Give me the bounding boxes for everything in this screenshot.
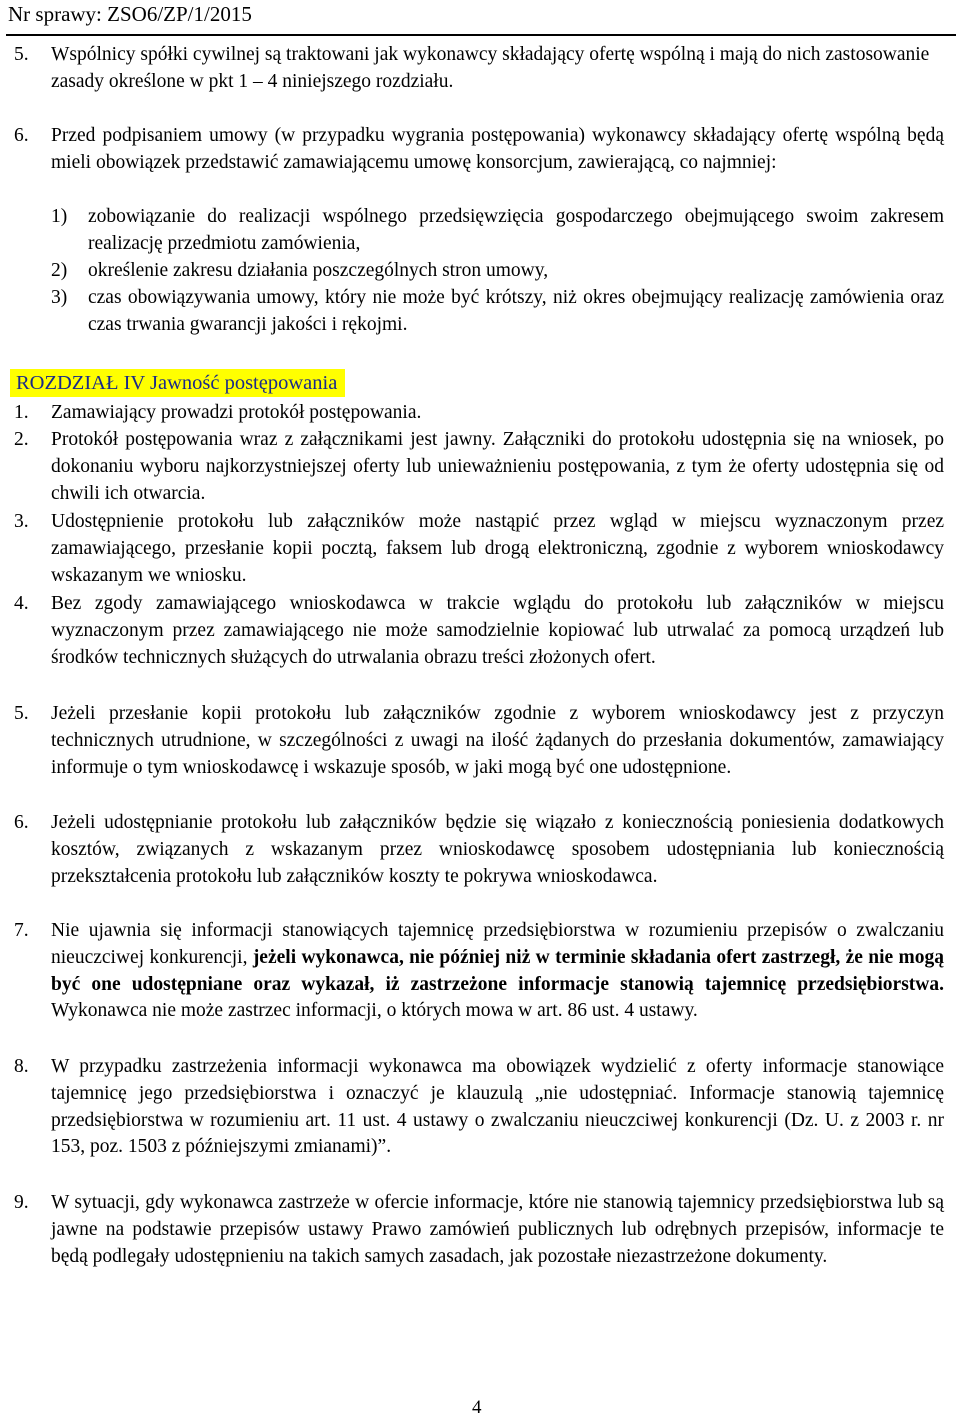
item-text: Jeżeli przesłanie kopii protokołu lub załączników zgodnie z wyborem wnioskodawcy jest z przyczyn technicznych utrudnione, w szczególności z uwagi na ilość żądanych do przesłania dokumentów, zamawiający informuje o tym wnioskodawcę i wskazuje sposób, w jaki mogą być one udostępnione. [51, 703, 944, 778]
item-number: 5. [14, 703, 29, 724]
item-text-bold: jeżeli wykonawca, nie później niż w terminie składania ofert zastrzegł, że nie mogą być one udostępniane oraz wykazał, iż zastrzeżone informacje stanowią tajemnicę przedsiębiorstwa. [51, 946, 944, 995]
subitem-2 [51, 258, 944, 285]
item-number: 7. [14, 920, 29, 941]
subitem-number: 1) [51, 206, 68, 227]
item-text: W przypadku zastrzeżenia informacji wykonawca ma obowiązek wydzielić z oferty informacje stanowiące tajemnicę jego przedsiębiorstwa i oznaczyć je klauzulą „nie udostępniać. Informacje stanowią tajemnicę przedsiębiorstwa w rozumieniu art. 11 ust. 4 ustawy o zwalczaniu nieuczciwej konkurencji (Dz. U. z 2003 r. nr 153, poz. 1503 z późniejszymi zmianami)”. [51, 1056, 944, 1158]
item-number: 8. [14, 1056, 29, 1077]
subitem-text: czas obowiązywania umowy, który nie może być krótszy, niż okres obejmujący realizację zamówienia oraz czas trwania gwarancji jakości i rękojmi. [88, 287, 944, 335]
item-text: Bez zgody zamawiającego wnioskodawca w trakcie wglądu do protokołu lub załączników w miejscu wyznaczonym przez zamawiającego nie może samodzielnie kopiować lub utrwalać za pomocą urządzeń lub środków technicznych służących do utrwalania obrazu treści złożonych ofert. [51, 593, 944, 668]
list-item-2 [14, 427, 944, 507]
item-text [51, 918, 944, 1025]
item-number: 5. [14, 44, 29, 65]
item-text: Protokół postępowania wraz z załącznikami jest jawny. Załączniki do protokołu udostępnia się na wniosek, po dokonaniu wyboru najkorzystniejszej oferty lub unieważnieniu postępowania, z tym że oferty udostępnia się od chwili ich otwarcia. [51, 429, 944, 504]
section-heading [10, 369, 345, 397]
subitem-3 [51, 285, 944, 339]
item-text: Zamawiający prowadzi protokół postępowania. [51, 402, 422, 423]
subitem-number: 3) [51, 287, 68, 308]
item-text-plain: Nie ujawnia się informacji stanowiących tajemnicę przedsiębiorstwa w rozumieniu przepisów o zwalczaniu nieuczciwej konkurencji, [51, 920, 944, 968]
list-item-1 [14, 400, 944, 427]
item-number: 9. [14, 1192, 29, 1213]
subitem-number: 2) [51, 260, 68, 281]
list-item-6 [14, 810, 944, 890]
subitem-text: określenie zakresu działania poszczególnych stron umowy, [88, 260, 549, 281]
item-number: 6. [14, 812, 29, 833]
item-number: 4. [14, 593, 29, 614]
list-item-4 [14, 591, 944, 671]
list-item-6-top [14, 123, 944, 177]
case-number-header: Nr sprawy: ZSO6/ZP/1/2015 [8, 2, 252, 26]
section-heading-text: ROZDZIAŁ IV Jawność postępowania [16, 372, 338, 394]
subitem-text: zobowiązanie do realizacji wspólnego przedsięwzięcia gospodarczego obejmującego swoim zakresem realizację przedmiotu zamówienia, [88, 206, 944, 254]
list-item-5-top [14, 42, 944, 96]
item-text: W sytuacji, gdy wykonawca zastrzeże w ofercie informacje, które nie stanowią tajemnicy przedsiębiorstwa lub są jawne na podstawie przepisów ustawy Prawo zamówień publicznych lub odrębnych przepisów, informacje te będą podlegały udostępnieniu na takich samych zasadach, jak pozostałe niezastrzeżone dokumenty. [51, 1192, 944, 1267]
list-item-3 [14, 509, 944, 589]
item-text: Wspólnicy spółki cywilnej są traktowani jak wykonawcy składający ofertę wspólną i mają do nich zastosowanie zasady określone w pkt 1 – 4 niniejszego rozdziału. [51, 44, 930, 92]
item-text-plain-end: Wykonawca nie może zastrzec informacji, o których mowa w art. 86 ust. 4 ustawy. [51, 1000, 698, 1022]
subitem-1 [51, 204, 944, 258]
list-item-9 [14, 1190, 944, 1270]
item-number: 3. [14, 511, 29, 532]
page-number: 4 [472, 1397, 482, 1418]
list-item-8 [14, 1054, 944, 1161]
list-item-5 [14, 701, 944, 781]
item-number: 6. [14, 125, 29, 146]
header-rule [6, 34, 956, 36]
list-item-7 [14, 918, 944, 1025]
item-text: Udostępnienie protokołu lub załączników może nastąpić przez wgląd w miejscu wyznaczonym przez zamawiającego, przesłanie kopii pocztą, faksem lub drogą elektroniczną, zgodnie z wyborem wnioskodawcy wskazanym we wniosku. [51, 511, 944, 586]
item-number: 2. [14, 429, 29, 450]
item-text: Jeżeli udostępnianie protokołu lub załączników będzie się wiązało z koniecznością poniesienia dodatkowych kosztów, związanych z wskazanym przez wnioskodawcę sposobem udostępniania lub koniecznością przekształcenia protokołu lub załączników koszty te pokrywa wnioskodawca. [51, 812, 944, 887]
item-text: Przed podpisaniem umowy (w przypadku wygrania postępowania) wykonawcy składający ofertę wspólną będą mieli obowiązek przedstawić zamawiającemu umowę konsorcjum, zawierającą, co najmniej: [51, 125, 944, 173]
item-number: 1. [14, 402, 29, 423]
